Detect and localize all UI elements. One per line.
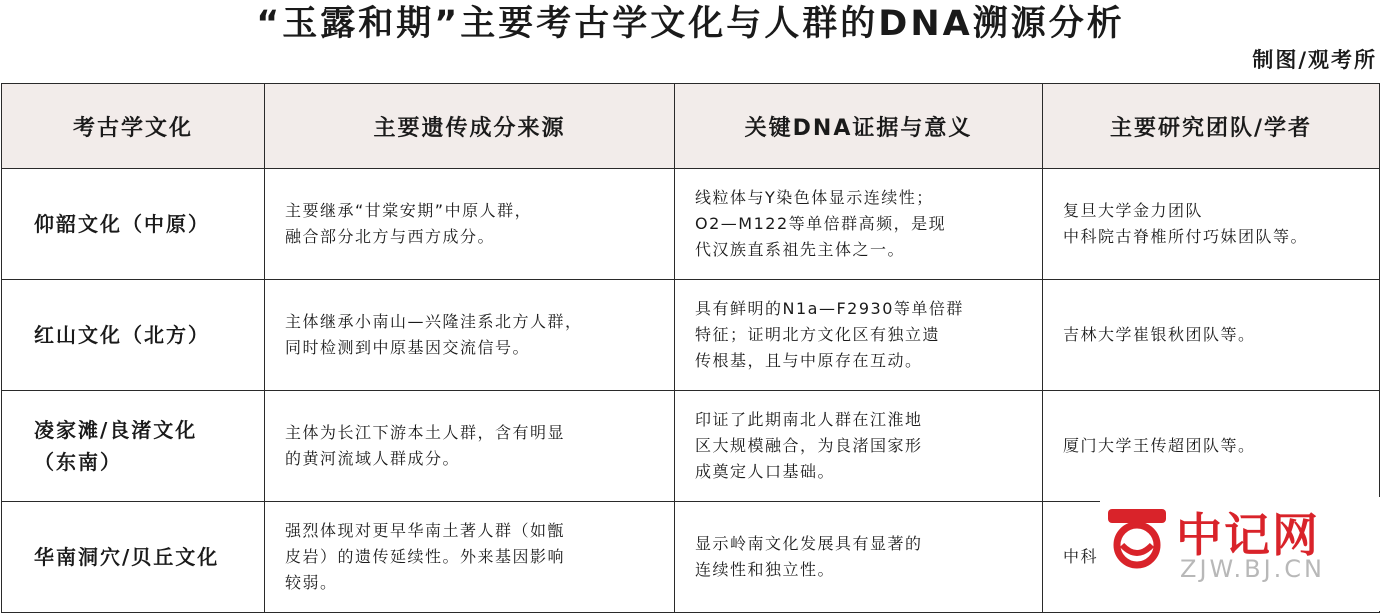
culture-name: 华南洞穴/贝丘文化 (34, 545, 220, 569)
table-row (2, 169, 1380, 280)
culture-cell (2, 502, 265, 613)
cell-text-line: 中科院古脊椎所付巧妹团队等。 (1063, 227, 1309, 246)
cell-text-line: 中科 (1063, 547, 1099, 566)
cell-text-line: 连续性和独立性。 (695, 560, 836, 579)
cell-text-line: 线粒体与Y染色体显示连续性； (695, 188, 934, 207)
cell-text-line: 代汉族直系祖先主体之一。 (695, 240, 906, 259)
cell-text-line: 主要继承“甘棠安期”中原人群， (285, 201, 533, 220)
header-culture: 考古学文化 (2, 84, 265, 169)
watermark-brand: 中记网 (1176, 508, 1320, 562)
evidence-cell (675, 502, 1043, 613)
culture-cell (2, 391, 265, 502)
page-title: “玉露和期”主要考古学文化与人群的DNA溯源分析 (256, 4, 1125, 44)
cell-text-line: 强烈体现对更早华南土著人群（如甑 (285, 521, 566, 540)
team-cell (1043, 169, 1380, 280)
cell-text-line: 区大规模融合，为良渚国家形 (695, 436, 923, 455)
cell-text-line: 主体为长江下游本土人群，含有明显 (285, 423, 566, 442)
source-cell (265, 502, 675, 613)
source-cell (265, 280, 675, 391)
cell-text-line: 主体继承小南山—兴隆洼系北方人群， (285, 312, 583, 331)
cell-text-line: 传根基，且与中原存在互动。 (695, 351, 923, 370)
cell-text-line: 印证了此期南北人群在江淮地 (695, 410, 923, 429)
cell-text-line: 复旦大学金力团队 (1063, 201, 1204, 220)
cell-text-line: 较弱。 (285, 573, 338, 592)
cell-text-line: 皮岩）的遗传延续性。外来基因影响 (285, 547, 566, 566)
evidence-cell (675, 280, 1043, 391)
culture-cell (2, 169, 265, 280)
watermark-url: ZJW.BJ.CN (1180, 555, 1326, 583)
cell-text-line: 具有鲜明的N1a—F2930等单倍群 (695, 299, 964, 318)
team-cell (1043, 391, 1380, 502)
cell-text-line: 特征；证明北方文化区有独立遗 (695, 325, 941, 344)
culture-name: 红山文化（北方） (34, 323, 210, 347)
team-cell (1043, 280, 1380, 391)
culture-cell (2, 280, 265, 391)
cell-text-line: 厦门大学王传超团队等。 (1063, 436, 1256, 455)
header-team: 主要研究团队/学者 (1043, 84, 1380, 169)
culture-name: 凌家滩/良渚文化 (34, 418, 198, 442)
table-row (2, 391, 1380, 502)
cell-text-line: 吉林大学崔银秋团队等。 (1063, 325, 1256, 344)
header-row (2, 84, 1380, 169)
cell-text-line: 显示岭南文化发展具有显著的 (695, 534, 923, 553)
watermark (1100, 497, 1381, 611)
evidence-cell (675, 391, 1043, 502)
evidence-cell (675, 169, 1043, 280)
culture-name: （东南） (34, 450, 122, 474)
credit-line: 制图/观考所 (1252, 48, 1377, 72)
cell-text-line: 同时检测到中原基因交流信号。 (285, 338, 531, 357)
source-cell (265, 391, 675, 502)
cell-text-line: 的黄河流域人群成分。 (285, 449, 461, 468)
watermark-logo-icon (1100, 499, 1174, 573)
cell-text-line: 融合部分北方与西方成分。 (285, 227, 496, 246)
header-evidence: 关键DNA证据与意义 (675, 84, 1043, 169)
table-row (2, 280, 1380, 391)
cell-text-line: 成奠定人口基础。 (695, 462, 836, 481)
cell-text-line: O2—M122等单倍群高频，是现 (695, 214, 947, 233)
header-source: 主要遗传成分来源 (265, 84, 675, 169)
culture-name: 仰韶文化（中原） (34, 212, 210, 236)
source-cell (265, 169, 675, 280)
